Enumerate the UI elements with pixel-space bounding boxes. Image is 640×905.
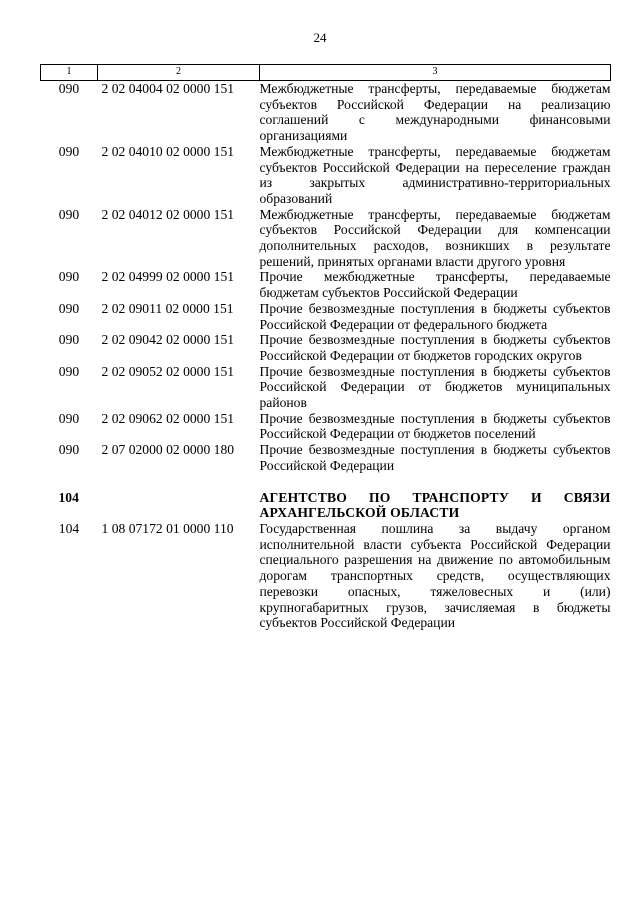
revenue-codes-table: [40, 64, 611, 631]
table-row: [41, 364, 611, 411]
table-row: [41, 301, 611, 332]
column-header-admin: 1: [41, 65, 98, 81]
revenue-name-cell: Прочие безвозмездные поступления в бюджеты субъектов Российской Федерации от бюджетов муниципальных районов: [259, 363, 611, 411]
admin-code-cell: 090: [58, 300, 80, 316]
revenue-name-cell: Прочие безвозмездные поступления в бюджеты субъектов Российской Федерации от бюджетов поселений: [259, 410, 611, 442]
table-row: [41, 81, 611, 144]
revenue-name-cell: Межбюджетные трансферты, передаваемые бюджетам субъектов Российской Федерации для компенсации дополнительных расходов, возникших в результате решений, принятых органами власти другого уровня: [259, 206, 611, 269]
table-row: [41, 332, 611, 363]
table-row: [41, 207, 611, 270]
table-header-row: [41, 65, 611, 81]
spacer-cell: [98, 474, 260, 490]
revenue-name-cell: Прочие безвозмездные поступления в бюджеты субъектов Российской Федерации: [259, 442, 611, 473]
table-spacer-row: [41, 474, 611, 490]
revenue-code-cell: 2 02 09011 02 0000 151: [101, 300, 234, 316]
spacer-cell: [41, 474, 98, 490]
revenue-code-cell: 2 02 09052 02 0000 151: [101, 363, 235, 379]
admin-code-cell: 090: [58, 269, 80, 285]
section-header-row: [41, 490, 611, 521]
revenue-code-cell: 2 02 04012 02 0000 151: [101, 206, 235, 222]
revenue-code-cell: 2 02 04999 02 0000 151: [101, 269, 235, 285]
column-header-name: 3: [260, 65, 611, 81]
spacer-cell: [260, 474, 611, 490]
admin-code-cell: 104: [58, 520, 80, 536]
column-header-code: 2: [98, 65, 260, 81]
table-row: [41, 411, 611, 442]
admin-code-cell: 090: [58, 410, 80, 426]
revenue-name-cell: Межбюджетные трансферты, передаваемые бюджетам субъектов Российской Федерации на переселение граждан из закрытых административно-территориальных образований: [259, 143, 611, 206]
revenue-code-cell: 1 08 07172 01 0000 110: [101, 520, 234, 536]
table-row: [41, 442, 611, 473]
table-row: [41, 521, 611, 631]
revenue-name-cell: Государственная пошлина за выдачу органом исполнительной власти субъекта Российской Федерации специального разрешения на движение по автомобильным дорогам транспортных средств, осуществляющих перевозки опасных, тяжеловесных и (или) крупногабаритных грузов, зачисляемая в бюджеты субъектов Российской Федерации: [259, 520, 611, 631]
admin-code-cell: 090: [58, 206, 80, 222]
section-code-empty: [98, 490, 260, 521]
revenue-code-cell: 2 02 09062 02 0000 151: [101, 410, 235, 426]
revenue-name-cell: Прочие межбюджетные трансферты, передаваемые бюджетам субъектов Российской Федерации: [259, 269, 611, 301]
revenue-code-cell: 2 02 09042 02 0000 151: [101, 332, 235, 348]
admin-code-cell: 090: [58, 143, 80, 159]
revenue-code-cell: 2 02 04004 02 0000 151: [101, 81, 235, 96]
revenue-name-cell: Прочие безвозмездные поступления в бюджеты субъектов Российской Федерации от бюджетов городских округов: [259, 332, 611, 363]
admin-code-cell: 090: [58, 442, 80, 458]
admin-code-cell: 090: [58, 332, 80, 348]
section-title: АГЕНТСТВО ПО ТРАНСПОРТУ И СВЯЗИ АРХАНГЕЛЬСКОЙ ОБЛАСТИ: [259, 489, 611, 521]
section-admin-code: 104: [58, 489, 79, 505]
admin-code-cell: 090: [58, 81, 80, 96]
page-number: 24: [313, 30, 327, 45]
table-row: [41, 144, 611, 207]
revenue-code-cell: 2 07 02000 02 0000 180: [101, 442, 235, 458]
revenue-name-cell: Прочие безвозмездные поступления в бюджеты субъектов Российской Федерации от федерального бюджета: [259, 300, 611, 332]
revenue-code-cell: 2 02 04010 02 0000 151: [101, 143, 235, 159]
table-row: [41, 269, 611, 300]
admin-code-cell: 090: [58, 363, 80, 379]
revenue-name-cell: Межбюджетные трансферты, передаваемые бюджетам субъектов Российской Федерации на реализацию соглашений с международными финансовыми организациями: [259, 81, 611, 144]
